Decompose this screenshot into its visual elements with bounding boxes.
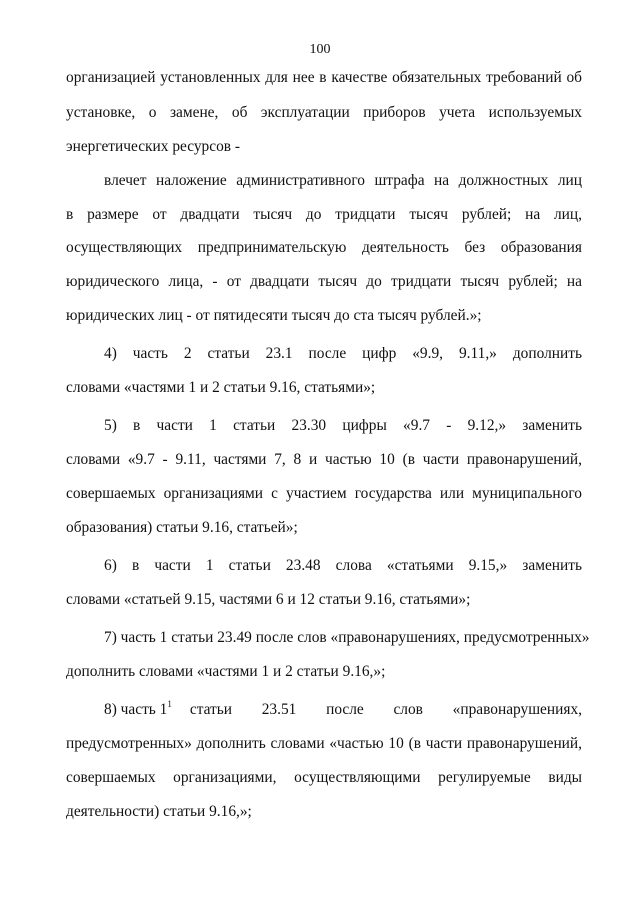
text-line: словами «статьей 9.15, частями 6 и 12 статьи 9.16, статьями»; (66, 591, 471, 608)
text-line: в размере от двадцати тысяч до тридцати тысяч рублей; на лиц, (66, 206, 582, 223)
text-line: деятельности) статьи 9.16,»; (66, 803, 252, 820)
superscript: 1 (167, 699, 172, 709)
text-line: предусмотренных» дополнить словами «частью 10 (в части правонарушений, (66, 735, 582, 752)
text-line: 6) в части 1 статьи 23.48 слова «статьями 9.15,» заменить (104, 557, 582, 574)
text-line: словами «9.7 - 9.11, частями 7, 8 и частью 10 (в части правонарушений, (66, 451, 582, 468)
item-8-prefix: 8) часть $1^1$ (104, 699, 172, 718)
text-line: 7) часть 1 статьи 23.49 после слов «правонарушениях, предусмотренных» (104, 629, 590, 646)
text-line: энергетических ресурсов - (66, 138, 241, 155)
text-line: юридического лица, - от двадцати тысяч до тридцати тысяч рублей; на (66, 273, 582, 290)
page-number: 100 (309, 42, 331, 57)
text-line: 4) часть 2 статьи 23.1 после цифр «9.9, 9.11,» дополнить (104, 345, 582, 362)
text-line: установке, о замене, об эксплуатации приборов учета используемых (66, 104, 582, 121)
text-line: дополнить словами «частями 1 и 2 статьи 9.16,»; (66, 663, 386, 680)
text-line: словами «частями 1 и 2 статьи 9.16, статьями»; (66, 379, 376, 396)
text-line: образования) статьи 9.16, статьей»; (66, 519, 298, 536)
text-line-with-superscript (104, 700, 582, 720)
text-line: совершаемых организациями, осуществляющими регулируемые виды (66, 769, 582, 786)
text-line: влечет наложение административного штрафа на должностных лиц (104, 172, 582, 189)
text-line: юридических лиц - от пятидесяти тысяч до ста тысяч рублей.»; (66, 307, 482, 324)
text-line: организацией установленных для нее в качестве обязательных требований об (66, 69, 582, 86)
text-line: осуществляющих предпринимательскую деятельность без образования (66, 239, 582, 256)
text-line: 5) в части 1 статьи 23.30 цифры «9.7 - 9.12,» заменить (104, 417, 582, 434)
text-line: совершаемых организациями с участием государства или муниципального (66, 485, 582, 502)
item-8-rest: статьи 23.51 после слов «правонарушениях, (189, 701, 582, 718)
